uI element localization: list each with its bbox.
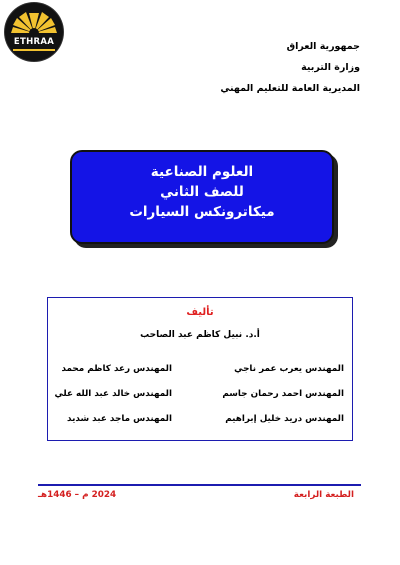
header-directorate: المديرية العامة للتعليم المهني bbox=[220, 83, 360, 94]
ethraa-logo bbox=[5, 3, 63, 61]
logo-text: ETHRAA bbox=[13, 37, 55, 47]
authors-heading: تأليف bbox=[186, 307, 214, 318]
author-name: المهندس خالد عبد الله علي bbox=[54, 389, 172, 399]
author-name: المهندس يعرب عمر ناجي bbox=[234, 364, 344, 374]
title-line-1: العلوم الصناعية bbox=[150, 164, 254, 180]
footer-divider bbox=[38, 484, 361, 486]
author-name: المهندس دريد خليل إبراهيم bbox=[225, 414, 344, 424]
edition-label: الطبعة الرابعة bbox=[293, 490, 354, 500]
year-label: 2024 م – 1446هـ bbox=[38, 490, 117, 500]
author-name: المهندس رعد كاظم محمد bbox=[61, 364, 172, 374]
header-country: جمهورية العراق bbox=[286, 41, 360, 52]
lead-author: أ.د. نبيل كاظم عبد الصاحب bbox=[140, 330, 260, 340]
title-line-2: للصف الثاني bbox=[160, 184, 244, 200]
sunburst-icon bbox=[5, 3, 63, 61]
author-name: المهندس احمد رحمان جاسم bbox=[222, 389, 344, 399]
author-name: المهندس ماجد عبد شديد bbox=[67, 414, 172, 424]
header-ministry: وزارة التربية bbox=[301, 62, 360, 73]
title-box bbox=[70, 150, 334, 244]
title-line-3: ميكاترونكس السيارات bbox=[129, 204, 275, 220]
